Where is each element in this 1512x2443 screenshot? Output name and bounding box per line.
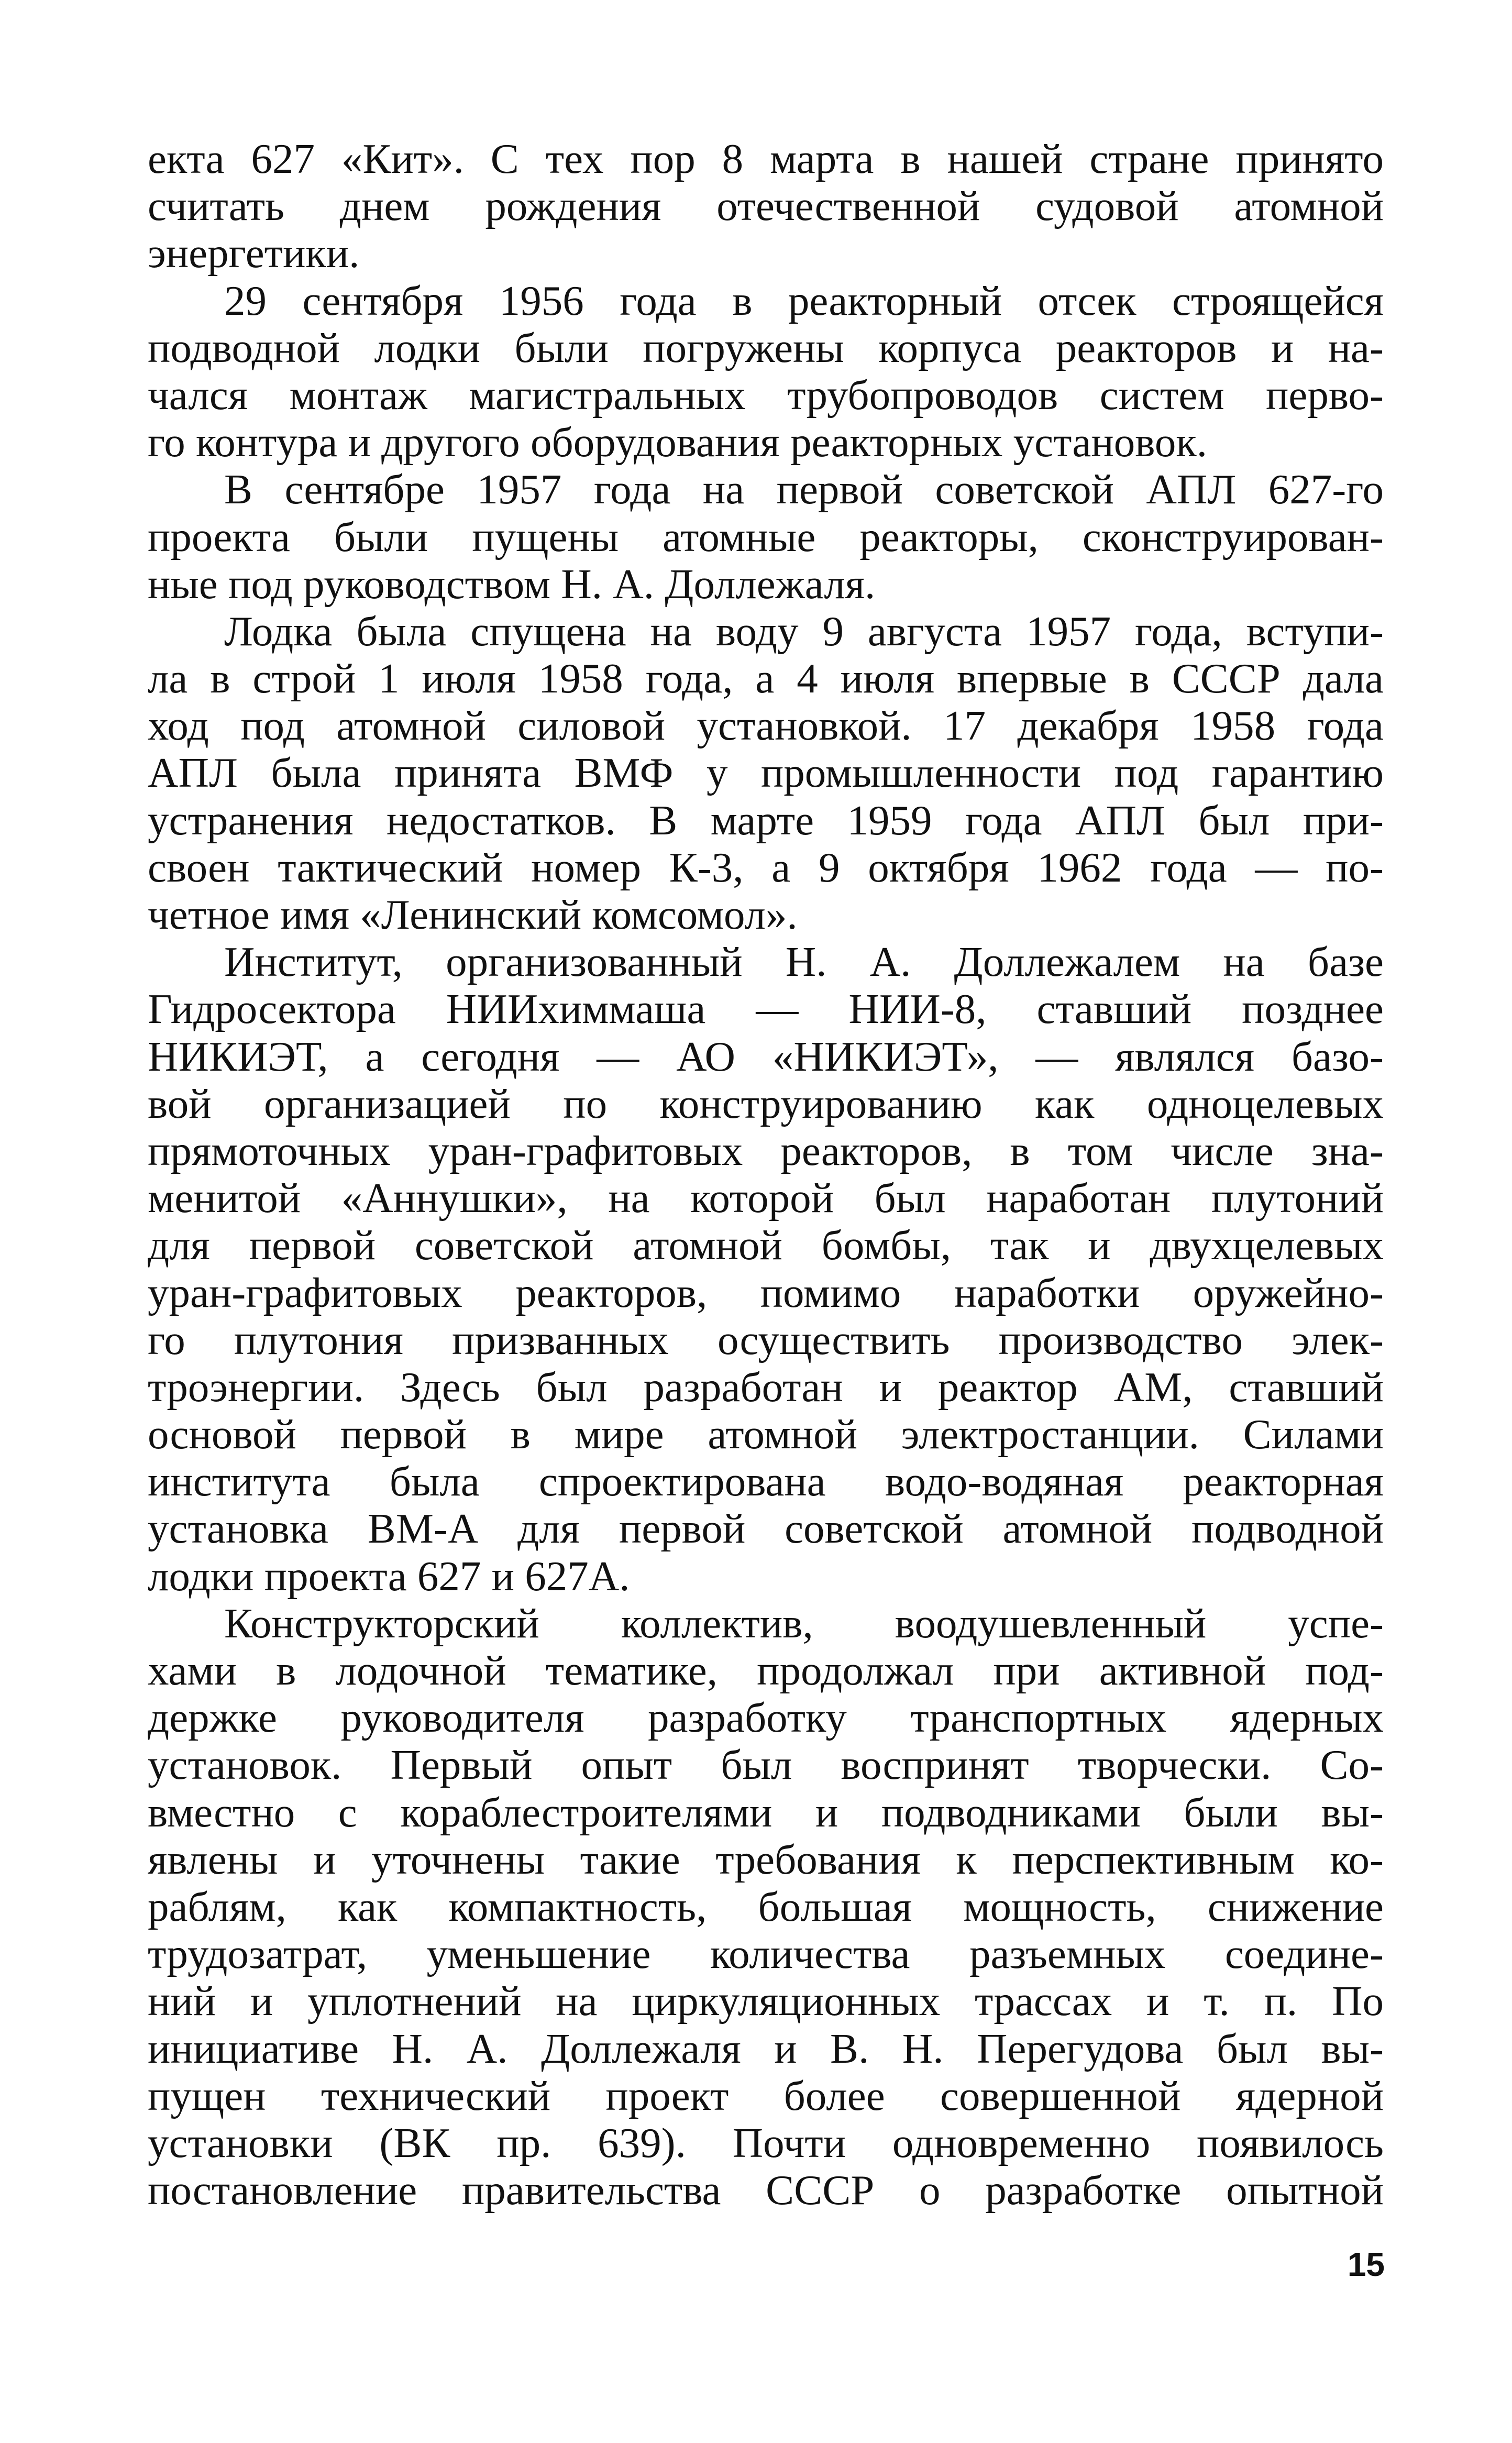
text-line: Гидросектора НИИхиммаша — НИИ-8, ставший позднее xyxy=(148,985,1384,1033)
text-line: проекта были пущены атомные реакторы, сконструирован- xyxy=(148,513,1384,560)
text-line: АПЛ была принята ВМФ у промышленности под гарантию xyxy=(148,749,1384,797)
text-line: лодки проекта 627 и 627А. xyxy=(148,1552,630,1600)
text-line: НИКИЭТ, а сегодня — АО «НИКИЭТ», — являлся базо- xyxy=(148,1032,1384,1080)
text-line: хами в лодочной тематике, продолжал при активной под- xyxy=(148,1647,1384,1694)
text-line: вой организацией по конструированию как одноцелевых xyxy=(148,1080,1384,1127)
text-line: трудозатрат, уменьшение количества разъемных соедине- xyxy=(148,1930,1384,1978)
text-line: екта 627 «Кит». С тех пор 8 марта в нашей стране принято xyxy=(148,135,1384,182)
text-line: го плутония призванных осуществить производство элек- xyxy=(148,1316,1384,1363)
text-line: подводной лодки были погружены корпуса реакторов и на- xyxy=(148,324,1384,371)
text-line: ла в строй 1 июля 1958 года, а 4 июля впервые в СССР дала xyxy=(148,655,1384,702)
text-line: уран-графитовых реакторов, помимо наработки оружейно- xyxy=(148,1269,1384,1316)
text-line: основой первой в мире атомной электростанции. Силами xyxy=(148,1411,1384,1458)
text-line: своен тактический номер К-3, а 9 октября 1962 года — по- xyxy=(148,843,1384,891)
text-line: для первой советской атомной бомбы, так и двухцелевых xyxy=(148,1222,1384,1269)
text-line: вместно с кораблестроителями и подводниками были вы- xyxy=(148,1788,1384,1836)
text-line: раблям, как компактность, большая мощность, снижение xyxy=(148,1883,1384,1930)
text-line: чался монтаж магистральных трубопроводов систем перво- xyxy=(148,371,1384,419)
paragraph xyxy=(148,135,1384,277)
text-line: Конструкторский коллектив, воодушевленный успе- xyxy=(224,1599,1384,1647)
text-line: явлены и уточнены такие требования к перспективным ко- xyxy=(148,1835,1384,1883)
paragraph xyxy=(148,466,1384,608)
text-line: установки (ВК пр. 639). Почти одновременно появилось xyxy=(148,2119,1384,2166)
text-line: прямоточных уран-графитовых реакторов, в том числе зна- xyxy=(148,1127,1384,1174)
text-line: менитой «Аннушки», на которой был наработан плутоний xyxy=(148,1174,1384,1222)
text-line: ход под атомной силовой установкой. 17 декабря 1958 года xyxy=(148,702,1384,750)
text-line: го контура и другого оборудования реакторных установок. xyxy=(148,419,1208,466)
text-line: четное имя «Ленинский комсомол». xyxy=(148,891,798,938)
paragraph xyxy=(148,1600,1384,2214)
body-text xyxy=(148,135,1384,2214)
paragraph xyxy=(148,608,1384,938)
text-line: института была спроектирована водо-водяная реакторная xyxy=(148,1458,1384,1505)
text-line: постановление правительства СССР о разработке опытной xyxy=(148,2166,1384,2214)
paragraph xyxy=(148,277,1384,466)
text-line: ний и уплотнений на циркуляционных трассах и т. п. По xyxy=(148,1977,1384,2025)
text-line: ные под руководством Н. А. Доллежаля. xyxy=(148,560,876,608)
text-line: Институт, организованный Н. А. Доллежалем на базе xyxy=(224,938,1384,986)
text-line: держке руководителя разработку транспортных ядерных xyxy=(148,1694,1384,1742)
text-line: пущен технический проект более совершенной ядерной xyxy=(148,2072,1384,2119)
text-line: установка ВМ-А для первой советской атомной подводной xyxy=(148,1505,1384,1553)
page-number: 15 xyxy=(1347,2246,1385,2283)
paragraph xyxy=(148,938,1384,1600)
text-line: устранения недостатков. В марте 1959 года АПЛ был при- xyxy=(148,796,1384,844)
text-line: инициативе Н. А. Доллежаля и В. Н. Перегудова был вы- xyxy=(148,2024,1384,2072)
text-line: 29 сентября 1956 года в реакторный отсек строящейся xyxy=(224,277,1384,324)
text-line: считать днем рождения отечественной судовой атомной xyxy=(148,182,1384,230)
text-line: троэнергии. Здесь был разработан и реактор АМ, ставший xyxy=(148,1363,1384,1411)
text-line: Лодка была спущена на воду 9 августа 1957 года, вступи- xyxy=(224,607,1384,655)
text-line: установок. Первый опыт был воспринят творчески. Со- xyxy=(148,1741,1384,1789)
text-line: энергетики. xyxy=(148,229,360,277)
text-line: В сентябре 1957 года на первой советской АПЛ 627-го xyxy=(224,466,1384,513)
